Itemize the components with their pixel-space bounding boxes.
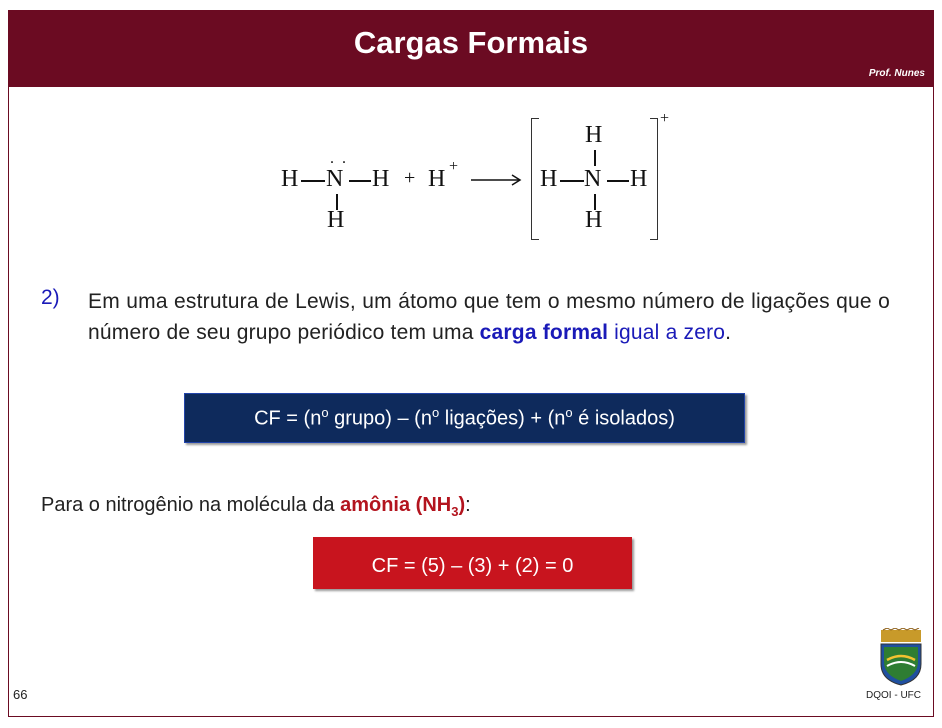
- example-suffix: :: [465, 494, 471, 516]
- nh4-charge: +: [660, 110, 670, 127]
- item-text-3: tem uma: [384, 321, 480, 344]
- proton-h: H: [428, 166, 446, 192]
- nh3-h-left: H: [281, 166, 299, 192]
- slide-title: Cargas Formais: [353, 25, 589, 60]
- nh3-lone-pair: . .: [330, 150, 348, 167]
- institution-label: DQOI - UFC: [866, 690, 921, 701]
- reaction-arrow-icon: [470, 172, 522, 188]
- nh3-n: N: [326, 166, 344, 192]
- proton-charge: +: [449, 158, 459, 175]
- formula-sup-2: o: [431, 405, 440, 420]
- example-prefix: Para o nitrogênio na molécula da: [41, 494, 341, 516]
- item-text-7: .: [725, 321, 732, 344]
- item-text-2: átomo que tem o mesmo número de ligações que o número de seu grupo periódico: [88, 290, 890, 344]
- nh4-n: N: [584, 166, 602, 192]
- example-molecule: [340, 494, 466, 519]
- nh4-h-left: H: [540, 166, 558, 192]
- nh4-h-right: H: [630, 166, 648, 192]
- result-text: CF = (5) – (3) + (2) = 0: [371, 555, 574, 577]
- right-bracket: [650, 118, 658, 240]
- item-paragraph: [88, 286, 890, 348]
- author-label: Prof. Nunes: [868, 68, 925, 79]
- nh4-h-bottom: H: [585, 207, 603, 233]
- formula-box: [184, 393, 745, 443]
- formula-part-4: é isolados): [572, 407, 675, 430]
- example-molecule-name: amônia (NH: [340, 494, 452, 516]
- slide-header: [9, 11, 933, 87]
- formula-part-1: CF = (n: [254, 407, 322, 430]
- example-molecule-end: ): [458, 494, 466, 516]
- nh4-bond-right: [607, 180, 629, 182]
- item-text-1: Em uma estrutura de Lewis, um: [88, 290, 399, 313]
- formula-text: [185, 405, 744, 431]
- nh3-h-right: H: [372, 166, 390, 192]
- nh3-bond-left: [301, 180, 325, 182]
- formula-part-2: grupo) – (n: [328, 407, 432, 430]
- page-number: 66: [13, 687, 28, 702]
- item-highlight-carga-formal: carga formal: [479, 321, 609, 344]
- nh4-bond-up: [594, 150, 596, 166]
- nh3-bond-right: [349, 180, 371, 182]
- left-bracket: [531, 118, 539, 240]
- formula-sup-1: o: [321, 405, 329, 420]
- plus-sign: +: [404, 167, 416, 189]
- example-line: [41, 494, 471, 519]
- formula-sup-3: o: [565, 405, 573, 420]
- university-crest-icon: [878, 628, 924, 686]
- nh4-bond-left: [560, 180, 584, 182]
- item-highlight-zero: igual a zero: [614, 321, 726, 344]
- nh3-h-bottom: H: [327, 207, 345, 233]
- slide-frame: [8, 10, 934, 717]
- result-box: [313, 537, 632, 589]
- item-number: 2): [41, 286, 60, 309]
- nh4-h-top: H: [585, 122, 603, 148]
- formula-part-3: ligações) + (n: [439, 407, 566, 430]
- example-subscript: 3: [451, 504, 459, 519]
